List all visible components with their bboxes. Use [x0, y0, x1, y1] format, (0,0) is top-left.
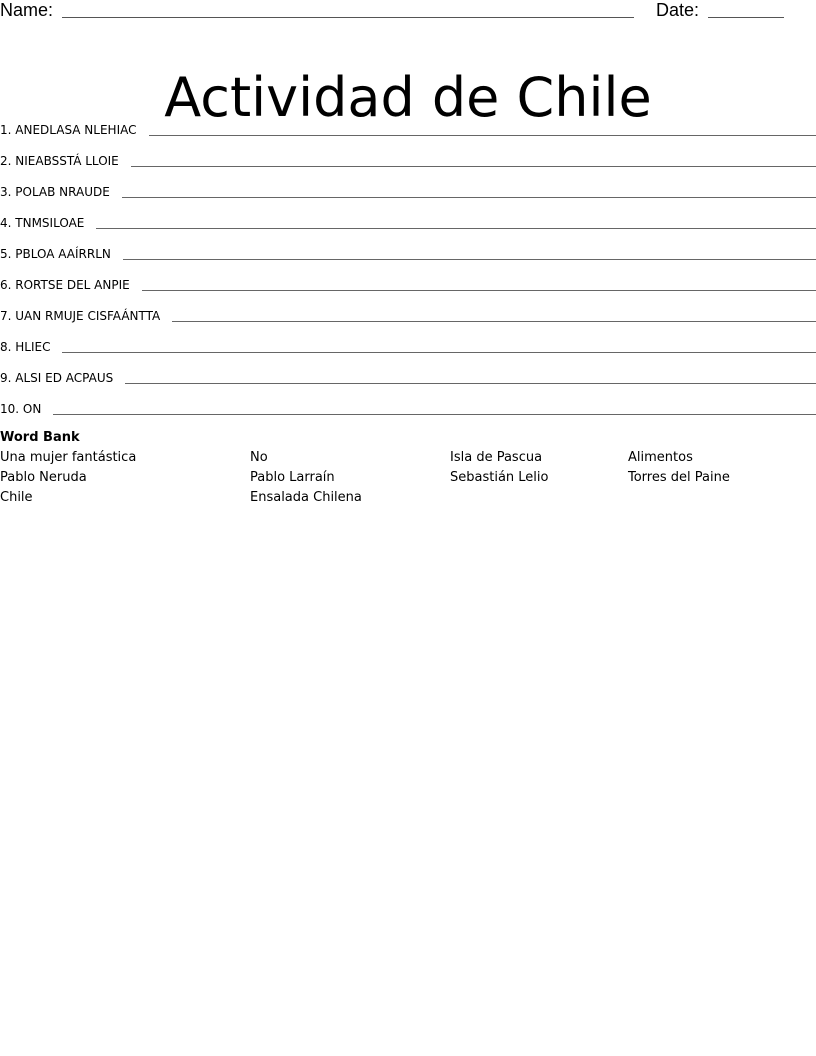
answer-line[interactable] — [125, 383, 816, 384]
word-bank-grid — [0, 448, 816, 508]
answer-line[interactable] — [122, 197, 816, 198]
question-item — [0, 111, 816, 142]
answer-line[interactable] — [96, 228, 816, 229]
question-text: 1. ANEDLASA NLEHIAC — [0, 123, 137, 137]
question-text: 5. PBLOA AAÍRRLN — [0, 247, 111, 261]
word-bank-item: Torres del Paine — [628, 470, 730, 485]
question-text: 6. RORTSE DEL ANPIE — [0, 278, 130, 292]
date-blank-line[interactable] — [708, 17, 784, 18]
answer-line[interactable] — [53, 414, 816, 415]
question-item — [0, 204, 816, 235]
worksheet-title: Actividad de Chile — [164, 66, 652, 130]
question-item — [0, 328, 816, 359]
word-bank-item: Pablo Neruda — [0, 470, 87, 485]
question-text: 9. ALSI ED ACPAUS — [0, 371, 114, 385]
word-bank-item: No — [250, 450, 268, 465]
question-item — [0, 390, 816, 421]
question-text: 3. POLAB NRAUDE — [0, 185, 110, 199]
answer-line[interactable] — [149, 135, 816, 136]
name-label: Name: — [0, 0, 54, 20]
question-item — [0, 359, 816, 390]
question-text: 4. TNMSILOAE — [0, 216, 85, 230]
answer-line[interactable] — [123, 259, 816, 260]
name-blank-line[interactable] — [62, 17, 634, 18]
question-list — [0, 111, 816, 421]
word-bank-item: Sebastián Lelio — [450, 470, 549, 485]
question-item — [0, 235, 816, 266]
question-text: 8. HLIEC — [0, 340, 51, 354]
worksheet-header — [0, 0, 816, 24]
question-text: 2. NIEABSSTÁ LLOIE — [0, 154, 119, 168]
answer-line[interactable] — [142, 290, 816, 291]
word-bank-item: Pablo Larraín — [250, 470, 335, 485]
question-item — [0, 173, 816, 204]
question-item — [0, 297, 816, 328]
word-bank-item: Alimentos — [628, 450, 693, 465]
answer-line[interactable] — [172, 321, 816, 322]
question-item — [0, 266, 816, 297]
word-bank-item: Una mujer fantástica — [0, 450, 137, 465]
word-bank-item: Isla de Pascua — [450, 450, 543, 465]
word-bank-item: Chile — [0, 490, 33, 505]
answer-line[interactable] — [131, 166, 816, 167]
answer-line[interactable] — [62, 352, 816, 353]
question-text: 7. UAN RMUJE CISFAÁNTTA — [0, 309, 161, 323]
word-bank-title: Word Bank — [0, 430, 80, 445]
question-text: 10. ON — [0, 402, 42, 416]
word-bank — [0, 428, 816, 508]
date-label: Date: — [656, 0, 700, 20]
question-item — [0, 142, 816, 173]
word-bank-item: Ensalada Chilena — [250, 490, 362, 505]
